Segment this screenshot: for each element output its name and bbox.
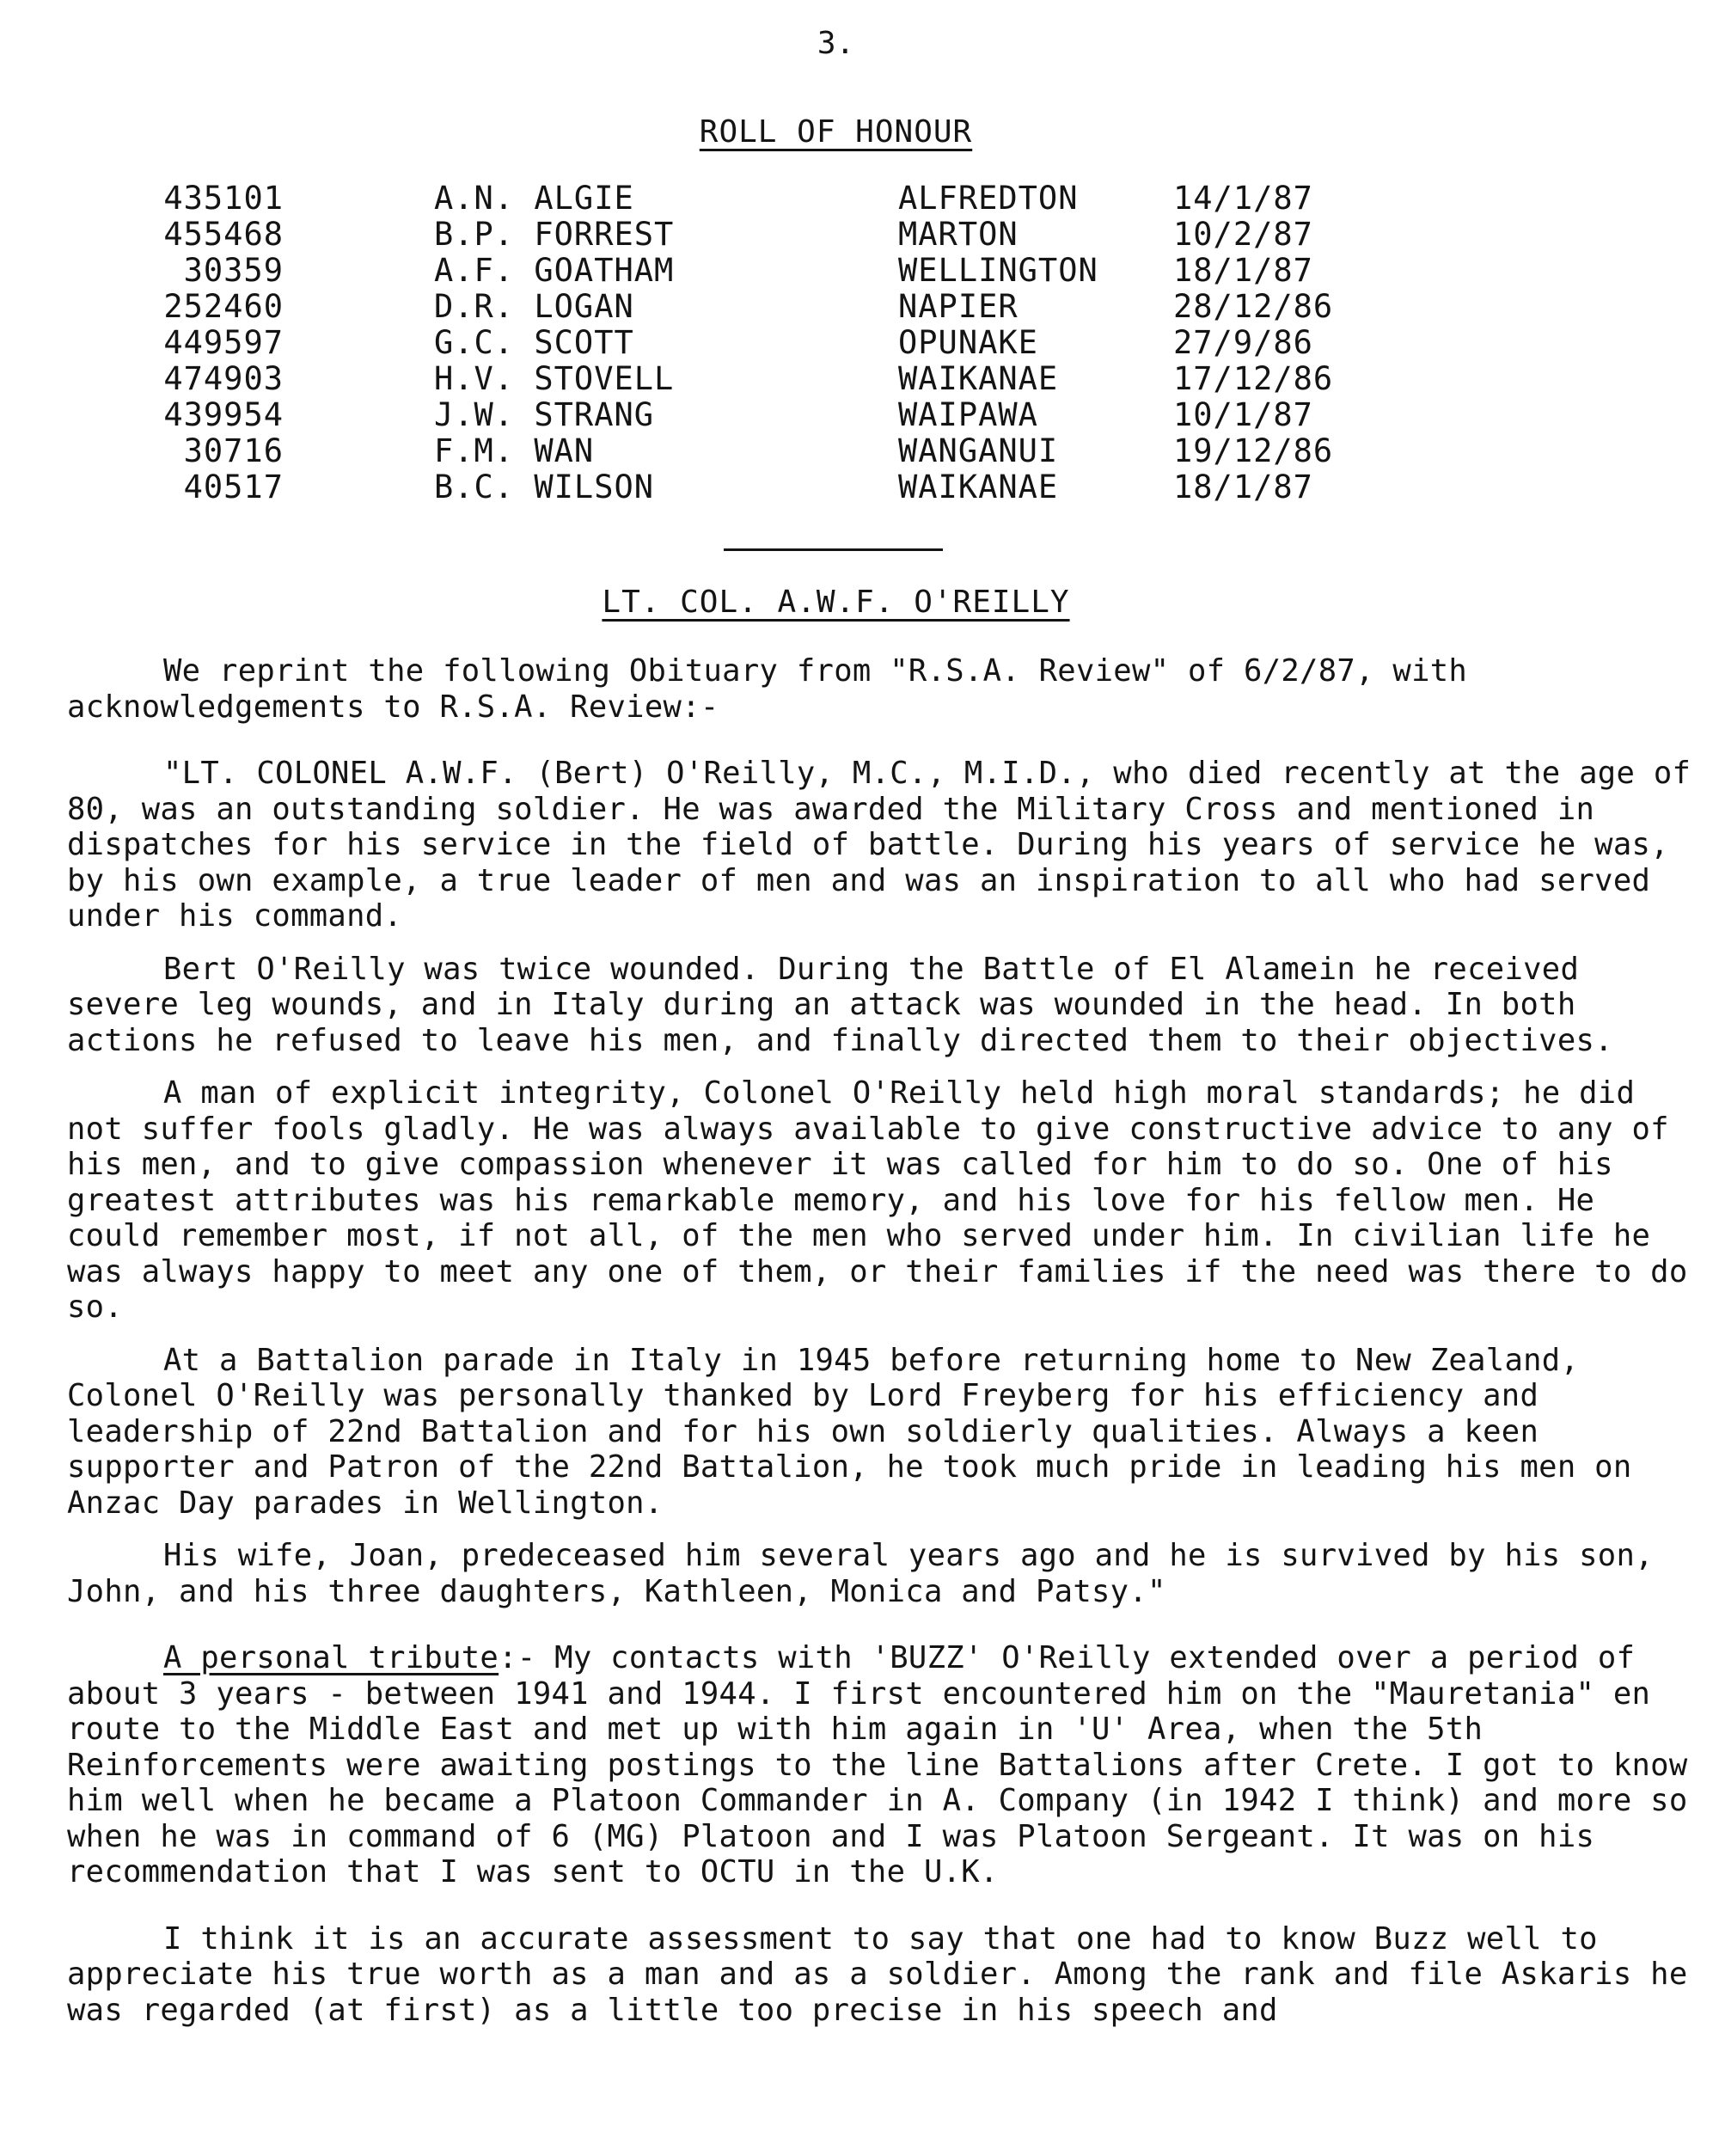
personal-tribute-label: A personal tribute bbox=[163, 1640, 499, 1675]
roll-entry-number: 474903 bbox=[163, 360, 284, 397]
roll-entry-date: 18/1/87 bbox=[1173, 469, 1313, 505]
obituary-intro: We reprint the following Obituary from "R.S.A. Review" of 6/2/87, with acknowledgements to R.S.A. Review:- bbox=[67, 653, 1468, 725]
obituary-body bbox=[67, 653, 1691, 2045]
obituary-paragraph-3: A man of explicit integrity, Colonel O'Reilly held high moral standards; he did not suffer fools gladly. He was always available to give constructive advice to any of his men, and to give compassion whenever it was called for him to do so. One of his greatest attributes was his remarkable memory, and his love for his fellow men. He could remember most, if not all, of the men who served under him. In civilian life he was always happy to meet any one of them, or their families if the need was there to do so. bbox=[67, 1075, 1688, 1325]
obituary-paragraph-5: His wife, Joan, predeceased him several years ago and he is survived by his son, John, and his three daughters, Kathleen, Monica and Patsy." bbox=[67, 1538, 1654, 1609]
roll-entry-name: A.N. ALGIE bbox=[434, 180, 634, 217]
roll-of-honour-table bbox=[129, 181, 1345, 505]
roll-entry bbox=[129, 325, 1345, 361]
roll-entry-spacer bbox=[284, 217, 434, 253]
roll-entry-spacer bbox=[284, 469, 434, 505]
obituary-paragraph-4: At a Battalion parade in Italy in 1945 before returning home to New Zealand, Colonel O'Reilly was personally thanked by Lord Freyberg for his efficiency and leadership of 22nd Battalion and for his own soldierly qualities. Always a keen supporter and Patron of the 22nd Battalion, he took much pride in leading his men on Anzac Day parades in Wellington. bbox=[67, 1342, 1632, 1521]
roll-entry-spacer bbox=[284, 253, 434, 289]
roll-entry-name: G.C. SCOTT bbox=[434, 324, 634, 361]
roll-entry-name: J.W. STRANG bbox=[434, 396, 655, 433]
roll-entry-spacer bbox=[284, 289, 434, 325]
roll-entry-name: F.M. WAN bbox=[434, 432, 595, 469]
roll-entry-number: 30359 bbox=[183, 252, 284, 289]
roll-entry-number: 252460 bbox=[163, 288, 284, 325]
obituary-title: LT. COL. A.W.F. O'REILLY bbox=[602, 585, 1070, 620]
roll-entry bbox=[129, 361, 1345, 397]
obituary-paragraph-1: "LT. COLONEL A.W.F. (Bert) O'Reilly, M.C., M.I.D., who died recently at the age of 80, was an outstanding soldier. He was awarded the Military Cross and mentioned in dispatches for his service in the field of battle. During his years of service he was, by his own example, a true leader of men and was an inspiration to all who had served under his command. bbox=[67, 756, 1691, 934]
roll-entry-number: 439954 bbox=[163, 396, 284, 433]
roll-entry-place: NAPIER bbox=[898, 288, 1019, 325]
roll-entry bbox=[129, 217, 1345, 253]
roll-entry-place: WELLINGTON bbox=[898, 252, 1098, 289]
roll-entry-name: D.R. LOGAN bbox=[434, 288, 634, 325]
roll-entry bbox=[129, 181, 1345, 217]
page-number: 3. bbox=[817, 26, 855, 61]
obituary-paragraph-2: Bert O'Reilly was twice wounded. During the Battle of El Alamein he received severe leg wounds, and in Italy during an attack was wounded in the head. In both actions he refused to leave his men, and finally directed them to their objectives. bbox=[67, 951, 1613, 1058]
roll-entry-spacer bbox=[284, 181, 434, 217]
roll-entry-date: 10/2/87 bbox=[1173, 216, 1313, 253]
section-divider bbox=[724, 548, 943, 551]
roll-entry-place: OPUNAKE bbox=[898, 324, 1038, 361]
roll-entry-name: A.F. GOATHAM bbox=[434, 252, 675, 289]
roll-entry-date: 14/1/87 bbox=[1173, 180, 1313, 217]
roll-entry-number: 455468 bbox=[163, 216, 284, 253]
roll-entry bbox=[129, 253, 1345, 289]
roll-entry-spacer bbox=[284, 397, 434, 433]
roll-entry bbox=[129, 289, 1345, 325]
roll-entry bbox=[129, 433, 1345, 469]
roll-entry-name: B.P. FORREST bbox=[434, 216, 675, 253]
personal-tribute-text: :- My contacts with 'BUZZ' O'Reilly extended over a period of about 3 years - between 1941 and 1944. I first encountered him on the "Mauretania" en route to the Middle East and met up with him again in 'U' Area, when the 5th Reinforcements were awaiting postings to the line Battalions after Crete. I got to know him well when he became a Platoon Commander in A. Company (in 1942 I think) and more so when he was in command of 6 (MG) Platoon and I was Platoon Sergeant. It was on his recommendation that I was sent to OCTU in the U.K. bbox=[67, 1640, 1688, 1890]
roll-entry bbox=[129, 469, 1345, 505]
roll-entry-place: WAIKANAE bbox=[898, 469, 1059, 505]
roll-entry-place: ALFREDTON bbox=[898, 180, 1079, 217]
roll-entry-date: 17/12/86 bbox=[1173, 360, 1334, 397]
roll-entry bbox=[129, 397, 1345, 433]
roll-entry-number: 449597 bbox=[163, 324, 284, 361]
roll-entry-number: 40517 bbox=[183, 469, 284, 505]
roll-entry-date: 18/1/87 bbox=[1173, 252, 1313, 289]
roll-entry-spacer bbox=[284, 325, 434, 361]
personal-tribute-paragraph bbox=[67, 1640, 1691, 1890]
roll-entry-place: WAIPAWA bbox=[898, 396, 1038, 433]
roll-entry-date: 19/12/86 bbox=[1173, 432, 1334, 469]
roll-entry-spacer bbox=[284, 361, 434, 397]
closing-paragraph: I think it is an accurate assessment to say that one had to know Buzz well to appreciate his true worth as a man and as a soldier. Among the rank and file Askaris he was regarded (at first) as a little too precise in his speech and bbox=[67, 1920, 1688, 2028]
roll-entry-date: 27/9/86 bbox=[1173, 324, 1313, 361]
roll-entry-name: H.V. STOVELL bbox=[434, 360, 675, 397]
roll-entry-name: B.C. WILSON bbox=[434, 469, 655, 505]
obituary-heading bbox=[0, 585, 1672, 620]
roll-entry-place: WANGANUI bbox=[898, 432, 1059, 469]
roll-entry-place: WAIKANAE bbox=[898, 360, 1059, 397]
roll-entry-number: 30716 bbox=[183, 432, 284, 469]
roll-entry-number: 435101 bbox=[163, 180, 284, 217]
roll-entry-date: 28/12/86 bbox=[1173, 288, 1334, 325]
roll-entry-place: MARTON bbox=[898, 216, 1019, 253]
roll-of-honour-heading bbox=[0, 114, 1672, 150]
roll-of-honour-title: ROLL OF HONOUR bbox=[699, 114, 973, 150]
roll-entry-date: 10/1/87 bbox=[1173, 396, 1313, 433]
roll-entry-spacer bbox=[284, 433, 434, 469]
